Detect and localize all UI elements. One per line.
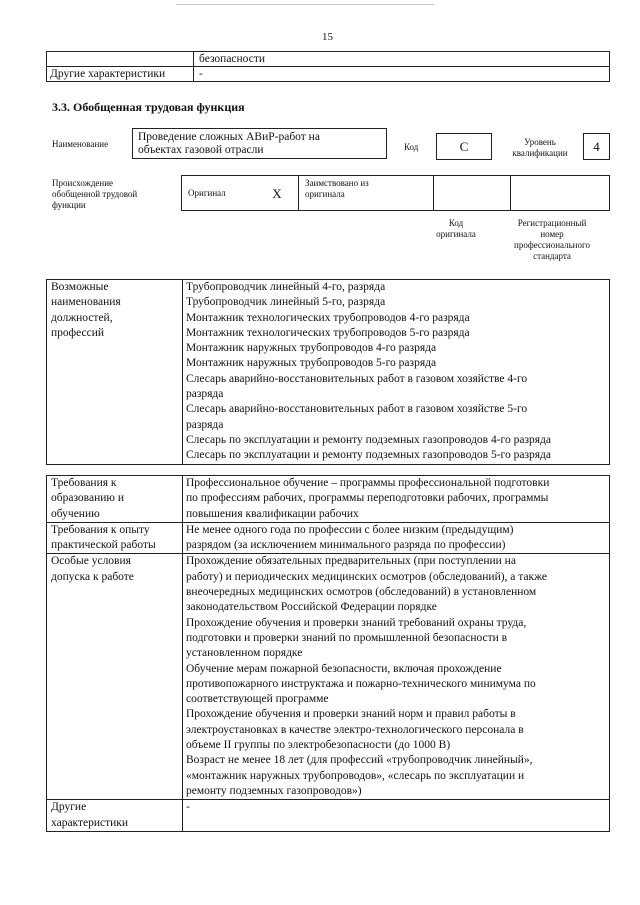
original-label: Оригинал [182, 176, 257, 211]
function-name-line: Проведение сложных АВиР-работ на [138, 131, 320, 143]
registration-number-caption: Регистрационный номер профессионального стандарта [514, 218, 590, 261]
positions-list [183, 280, 610, 465]
table-row [47, 280, 610, 465]
list-item: Монтажник технологических трубопроводов 5-го разряда [186, 326, 470, 339]
code-value-box: С [436, 133, 492, 160]
conditions-label: Особые условия допуска к работе [47, 554, 183, 800]
table-row [47, 67, 610, 82]
table-row [47, 522, 610, 554]
function-name-box [132, 128, 387, 159]
code-label: Код [404, 142, 419, 152]
original-code-cell [434, 176, 511, 211]
education-value: Профессиональное обучение – программы профессиональной подготовки по профессиям рабочих, программы переподготовки рабочих, программы повышения квалификации рабочих [183, 476, 610, 523]
table-cell-label: Другие характеристики [47, 67, 194, 82]
borrowed-label: Заимствовано из оригинала [299, 176, 434, 211]
table-row [47, 52, 610, 67]
registration-number-cell [511, 176, 610, 211]
experience-label: Требования к опыту практической работы [47, 522, 183, 554]
original-mark: X [256, 176, 299, 211]
function-name-line: объектах газовой отрасли [138, 144, 264, 156]
table-cell-empty [47, 52, 194, 67]
other-value: - [183, 800, 610, 832]
list-item: разряда [186, 388, 224, 401]
list-item: разряда [186, 418, 224, 431]
table-cell: - [194, 67, 610, 82]
requirements-table [46, 475, 610, 832]
experience-value: Не менее одного года по профессии с более низким (предыдущим) разрядом (за исключением минимального разряда по профессии) [183, 522, 610, 554]
table-row [182, 176, 610, 211]
table-row [47, 554, 610, 800]
page-number: 15 [322, 31, 333, 43]
table-row [47, 800, 610, 832]
origin-label: Происхождение обобщенной трудовой функции [52, 178, 138, 210]
education-label: Требования к образованию и обучению [47, 476, 183, 523]
list-item: Слесарь по эксплуатации и ремонту подземных газопроводов 5-го разряда [186, 449, 552, 462]
conditions-value: Прохождение обязательных предварительных (при поступлении на работу) и периодических медицинских осмотров (обследований), а также внеочередных медицинских осмотров (обследований) в установленном законодательством Российской Федерации порядке Прохождение обучения и проверки знаний требований охраны труда, подготовки и проверки знаний по промышленной безопасности в установленном порядке Обучение мерам пожарной безопасности, включая прохождение противопожарного инструктажа и пожарно-технического минимума по соответствующей программе Прохождение обучения и проверки знаний норм и правил работы в электроустановках в качестве электро-технологического персонала в объеме II группы по электробезопасности (до 1000 В) Возраст не менее 18 лет (для профессий «трубопроводчик линейный», «монтажник наружных трубопроводов», «слесарь по эксплуатации и ремонту подземных газопроводов») [183, 554, 610, 800]
list-item: Трубопроводчик линейный 5-го, разряда [186, 296, 386, 309]
list-item: Монтажник наружных трубопроводов 5-го разряда [186, 357, 437, 370]
origin-table [181, 175, 610, 211]
level-value-box: 4 [583, 133, 610, 160]
list-item: Монтажник наружных трубопроводов 4-го разряда [186, 342, 437, 355]
name-label: Наименование [52, 139, 109, 149]
other-label: Другие характеристики [47, 800, 183, 832]
page-top-rule [176, 4, 434, 5]
section-heading: 3.3. Обобщенная трудовая функция [52, 100, 245, 114]
table-row [47, 476, 610, 523]
positions-table [46, 279, 610, 465]
original-code-caption: Код оригинала [436, 218, 476, 239]
list-item: Трубопроводчик линейный 4-го, разряда [186, 281, 386, 293]
previous-section-table [46, 51, 610, 82]
list-item: Слесарь по эксплуатации и ремонту подземных газопроводов 4-го разряда [186, 433, 552, 446]
list-item: Монтажник технологических трубопроводов 4-го разряда [186, 311, 470, 324]
positions-label: Возможные наименования должностей, профессий [47, 280, 183, 465]
list-item: Слесарь аварийно-восстановительных работ в газовом хозяйстве 5-го [186, 403, 528, 416]
level-label: Уровень квалификации [512, 137, 568, 158]
table-cell: безопасности [194, 52, 610, 67]
list-item: Слесарь аварийно-восстановительных работ в газовом хозяйстве 4-го [186, 372, 528, 385]
